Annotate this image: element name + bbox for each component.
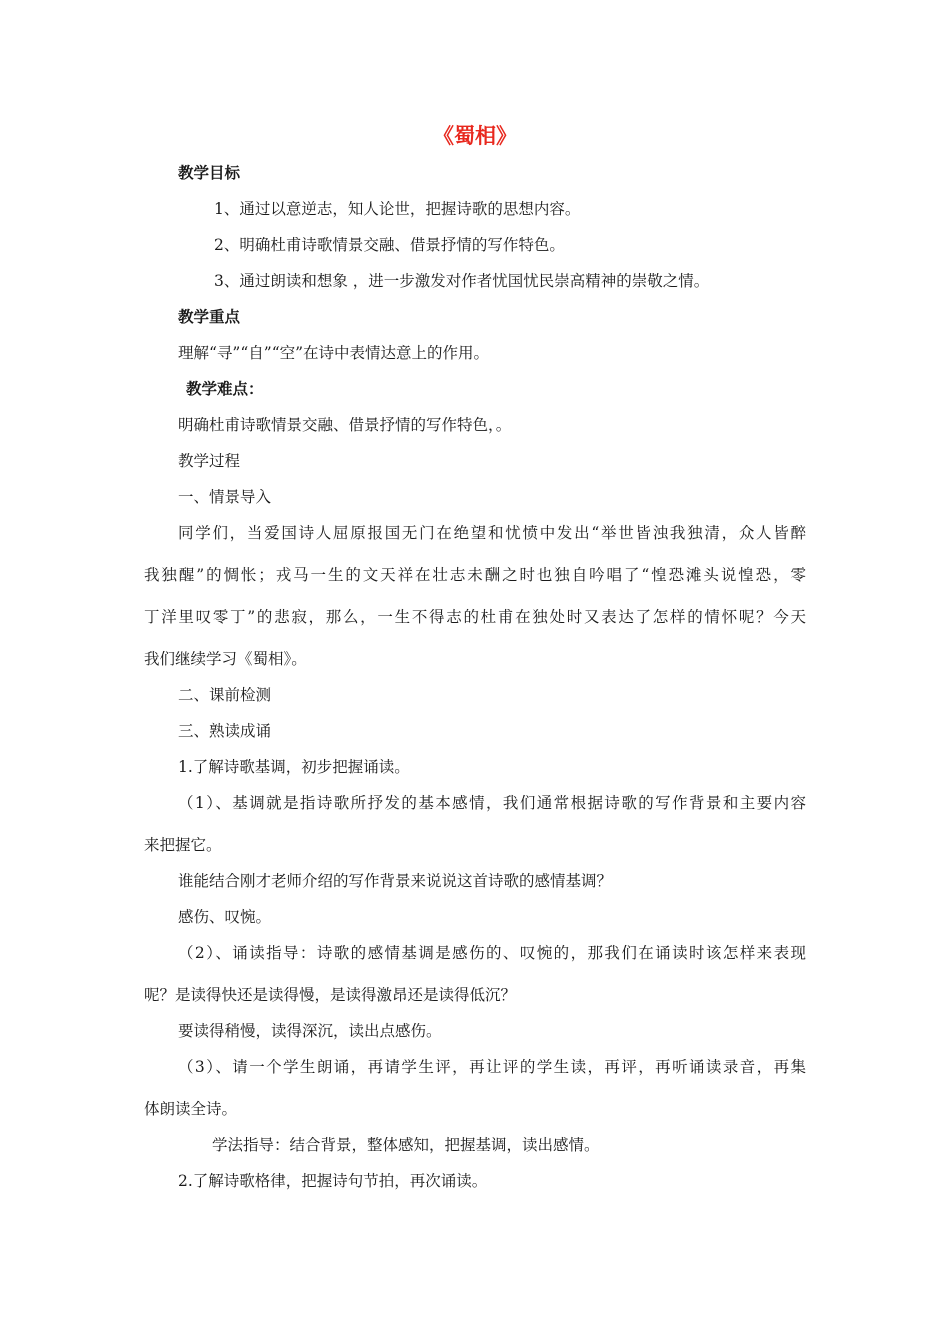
focus-heading: 教学重点 [178,308,241,326]
intro-paragraph-line-1: 同学们，当爱国诗人屈原报国无门在绝望和忧愤中发出“举世皆浊我独清，众人皆醉 [178,524,806,542]
item3-line-1: （3）、请一个学生朗诵，再请学生评，再让评的学生读，再评，再听诵读录音，再集 [178,1058,806,1076]
intro-paragraph-line-3: 丁洋里叹零丁”的悲寂，那么，一生不得志的杜甫在独处时又表达了怎样的情怀呢？今天 [144,608,806,626]
sub1-heading: 1.了解诗歌基调，初步把握诵读。 [178,758,410,776]
sub2-heading: 2.了解诗歌格律，把握诗句节拍，再次诵读。 [178,1172,488,1190]
question-text: 谁能结合刚才老师介绍的写作背景来说说这首诗歌的感情基调？ [178,872,613,890]
objective-item-1: 1、通过以意逆志，知人论世，把握诗歌的思想内容。 [214,200,581,218]
objective-item-2: 2、明确杜甫诗歌情景交融、借景抒情的写作特色。 [214,236,565,254]
objective-item-3: 3、通过朗读和想象 ，进一步激发对作者忧国忧民崇高精神的崇敬之情。 [214,272,710,290]
step2-heading: 二、课前检测 [178,686,272,704]
item3-line-2: 体朗读全诗。 [144,1100,238,1118]
item2-line-2: 呢？是读得快还是读得慢，是读得激昂还是读得低沉？ [144,986,517,1004]
difficulty-text: 明确杜甫诗歌情景交融、借景抒情的写作特色，。 [178,416,512,434]
document-title: 《蜀相》 [433,124,517,148]
method-guide: 学法指导：结合背景，整体感知，把握基调，读出感情。 [212,1136,600,1154]
item1-line-2: 来把握它。 [144,836,222,854]
intro-paragraph-line-2: 我独醒”的惆怅；戎马一生的文天祥在壮志未酬之时也独自吟唱了“惶恐滩头说惶恐，零 [144,566,806,584]
step1-heading: 一、情景导入 [178,488,272,506]
step3-heading: 三、熟读成诵 [178,722,272,740]
focus-text: 理解“寻”“自”“空”在诗中表情达意上的作用。 [178,344,490,362]
intro-paragraph-line-4: 我们继续学习《蜀相》。 [144,650,307,668]
item2-line-1: （2）、诵读指导：诗歌的感情基调是感伤的、叹惋的，那我们在诵读时该怎样来表现 [178,944,806,962]
process-heading: 教学过程 [178,452,241,470]
answer-text: 感伤、叹惋。 [178,908,272,926]
objectives-heading: 教学目标 [178,164,241,182]
item2-answer: 要读得稍慢，读得深沉，读出点感伤。 [178,1022,442,1040]
difficulty-heading: 教学难点： [186,380,264,398]
item1-line-1: （1）、基调就是指诗歌所抒发的基本感情，我们通常根据诗歌的写作背景和主要内容 [178,794,806,812]
